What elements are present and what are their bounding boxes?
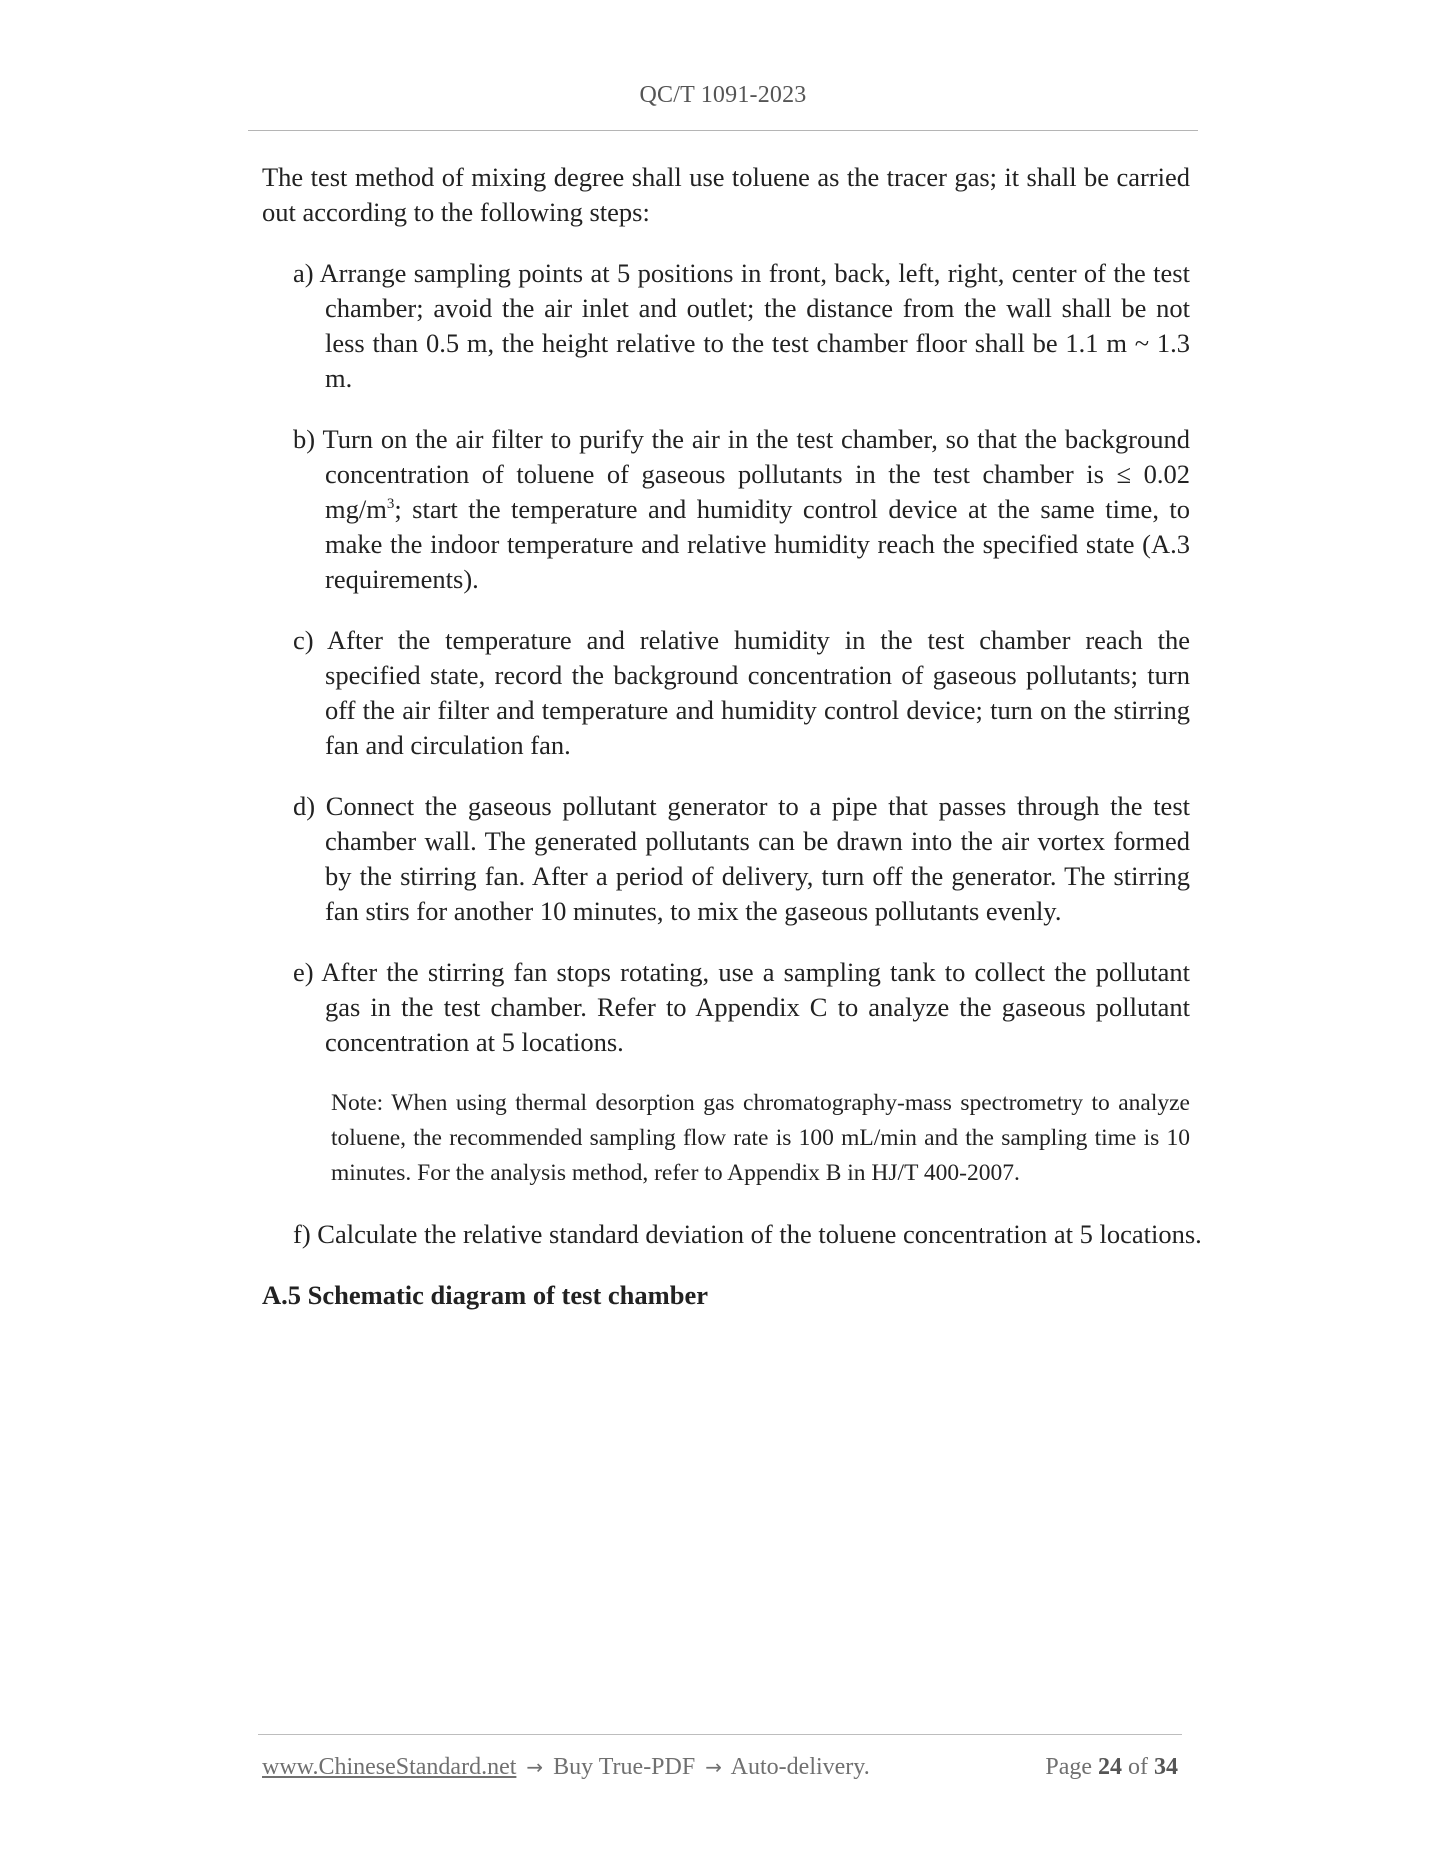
section-heading: A.5 Schematic diagram of test chamber xyxy=(262,1280,708,1310)
footer-left xyxy=(262,1754,870,1781)
of-label: of xyxy=(1128,1754,1148,1780)
auto-delivery-text: Auto-delivery. xyxy=(730,1754,870,1780)
buy-true-pdf-text: Buy True-PDF xyxy=(553,1754,696,1780)
step-d: d) Connect the gaseous pollutant generator to a pipe that passes through the test chamber wall. The generated pollutants can be drawn into the air vortex formed by the stirring fan. After a period of delivery, turn off the generator. The stirring fan stirs for another 10 minutes, to mix the gaseous pollutants evenly. xyxy=(293,791,1190,926)
step-e: e) After the stirring fan stops rotating, use a sampling tank to collect the pollutant gas in the test chamber. Refer to Appendix C to analyze the gaseous pollutant concentration at 5 locations. xyxy=(293,957,1190,1057)
page-body xyxy=(262,160,1202,1313)
step-b-text-2: ; start the temperature and humidity control device at the same time, to make the indoor temperature and relative humidity reach the specified state (A.3 requirements). xyxy=(325,494,1190,594)
step-b-text-1: b) Turn on the air filter to purify the air in the test chamber, so that the background concentration of toluene of gaseous pollutants in the test chamber is ≤ 0.02 mg/m xyxy=(293,424,1190,524)
superscript-three: 3 xyxy=(386,496,395,512)
footer-divider xyxy=(258,1734,1182,1735)
intro-paragraph: The test method of mixing degree shall use toluene as the tracer gas; it shall be carried out according to the following steps: xyxy=(262,162,1190,227)
step-b xyxy=(293,422,1190,597)
page-header: QC/T 1091-2023 xyxy=(639,82,807,108)
current-page: 24 xyxy=(1098,1754,1122,1780)
step-f: f) Calculate the relative standard deviation of the toluene concentration at 5 locations. xyxy=(293,1219,1202,1249)
page-label: Page xyxy=(1045,1754,1092,1780)
site-link[interactable]: www.ChineseStandard.net xyxy=(262,1754,517,1780)
right-arrow-icon: → xyxy=(705,1755,722,1779)
right-arrow-icon: → xyxy=(526,1755,544,1779)
step-c: c) After the temperature and relative humidity in the test chamber reach the specified state, record the background concentration of gaseous pollutants; turn off the air filter and temperature and humidity control device; turn on the stirring fan and circulation fan. xyxy=(293,625,1190,760)
step-a: a) Arrange sampling points at 5 positions in front, back, left, right, center of the test chamber; avoid the air inlet and outlet; the distance from the wall shall be not less than 0.5 m, the height relative to the test chamber floor shall be 1.1 m ~ 1.3 m. xyxy=(293,258,1190,393)
header-divider xyxy=(248,130,1198,131)
page-number xyxy=(1045,1754,1178,1781)
total-pages: 34 xyxy=(1154,1754,1178,1780)
step-e-note: Note: When using thermal desorption gas chromatography-mass spectrometry to analyze toluene, the recommended sampling flow rate is 100 mL/min and the sampling time is 10 minutes. For the analysis method, refer to Appendix B in HJ/T 400-2007. xyxy=(331,1090,1190,1186)
